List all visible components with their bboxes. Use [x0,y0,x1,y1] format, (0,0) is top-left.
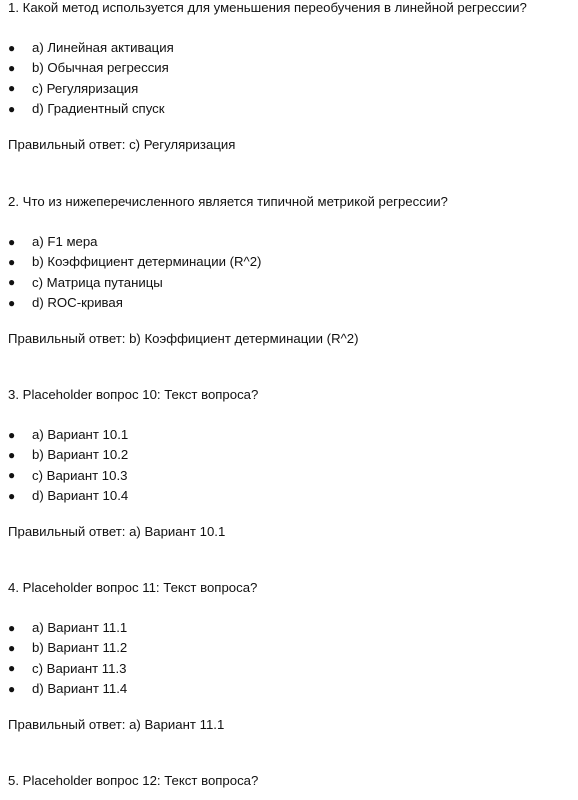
option-item [8,272,570,292]
bullet-icon: ● [8,427,16,442]
bullet-icon: ● [8,620,16,635]
question-text: 5. Placeholder вопрос 12: Текст вопроса? [8,773,259,788]
option-item [8,99,570,119]
option-item [8,658,570,678]
answer-options-list [8,38,570,119]
option-text: d) Вариант 11.4 [32,680,128,696]
question-block-1 [8,0,570,153]
question-block-5 [8,773,570,789]
option-item [8,78,570,98]
question-block-4 [8,580,570,733]
bullet-icon: ● [8,40,16,55]
correct-answer: Правильный ответ: c) Регуляризация [8,137,236,153]
option-text: a) F1 мера [32,234,98,250]
option-item [8,679,570,699]
option-text: b) Вариант 10.2 [32,447,129,463]
option-item [8,293,570,313]
question-text: 1. Какой метод используется для уменьшения переобучения в линейной регрессии? [8,0,527,15]
option-item [8,232,570,252]
bullet-icon: ● [8,81,16,96]
option-item [8,638,570,658]
option-text: d) Градиентный спуск [32,100,165,116]
question-block-3 [8,387,570,540]
bullet-icon: ● [8,295,16,310]
option-item [8,465,570,485]
bullet-icon: ● [8,468,16,483]
bullet-icon: ● [8,275,16,290]
bullet-icon: ● [8,661,16,676]
bullet-icon: ● [8,101,16,116]
answer-options-list [8,618,570,699]
correct-answer: Правильный ответ: b) Коэффициент детерминации (R^2) [8,331,359,347]
option-item [8,38,570,58]
option-text: c) Вариант 11.3 [32,660,127,676]
option-item [8,445,570,465]
question-text: 4. Placeholder вопрос 11: Текст вопроса? [8,580,258,595]
option-item [8,425,570,445]
option-text: a) Линейная активация [32,40,174,56]
bullet-icon: ● [8,681,16,696]
bullet-icon: ● [8,255,16,270]
bullet-icon: ● [8,488,16,503]
bullet-icon: ● [8,234,16,249]
option-text: b) Коэффициент детерминации (R^2) [32,254,262,270]
bullet-icon: ● [8,448,16,463]
question-text: 2. Что из нижеперечисленного является типичной метрикой регрессии? [8,194,448,209]
answer-options-list [8,425,570,506]
correct-answer: Правильный ответ: a) Вариант 11.1 [8,717,225,733]
question-text: 3. Placeholder вопрос 10: Текст вопроса? [8,387,259,402]
option-text: b) Вариант 11.2 [32,640,128,656]
option-text: c) Матрица путаницы [32,274,163,290]
bullet-icon: ● [8,641,16,656]
option-item [8,252,570,272]
answer-options-list [8,232,570,313]
option-item [8,58,570,78]
option-item [8,618,570,638]
option-text: b) Обычная регрессия [32,60,169,76]
option-text: d) Вариант 10.4 [32,487,129,503]
option-text: c) Регуляризация [32,80,139,96]
question-block-2 [8,194,570,347]
option-text: d) ROC-кривая [32,294,123,310]
option-item [8,486,570,506]
bullet-icon: ● [8,61,16,76]
option-text: a) Вариант 11.1 [32,620,128,636]
option-text: c) Вариант 10.3 [32,467,128,483]
correct-answer: Правильный ответ: a) Вариант 10.1 [8,524,226,540]
option-text: a) Вариант 10.1 [32,427,129,443]
